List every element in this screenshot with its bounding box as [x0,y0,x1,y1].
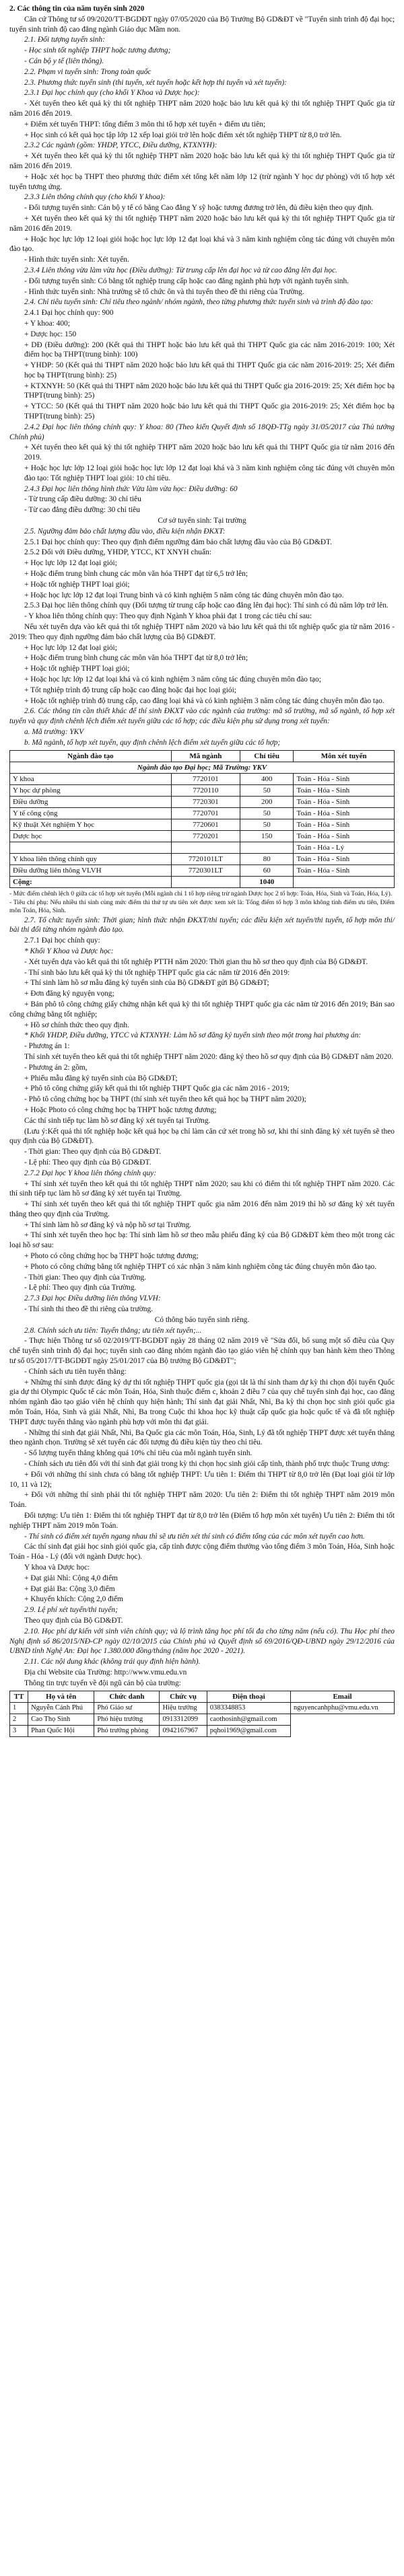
paragraph: + Xét tuyển theo kết quả kỳ thi tốt nghiệp THPT năm 2020 hoặc bảo lưu kết quả kỳ thi tốt nghiệp THPT Quốc gia từ năm 2016 đến 2019. [9,152,395,170]
paragraph: - Phương án 2: gồm, [24,1063,88,1072]
table-row [10,830,395,842]
contact-header-row [10,1691,395,1702]
contact-cell: 3 [10,1725,28,1736]
table-cell: 7720601 [171,819,240,830]
paragraph: + Học sinh có kết quả học tập lớp 12 xếp loại giỏi trở lên hoặc điểm xét tốt nghiệp THPT từ 8,0 trở lên. [24,131,342,139]
contact-col-phone: Điện thoại [207,1691,290,1702]
paragraph: 2.3.4 Liên thông vừa làm vừa học (Điều dưỡng): Từ trung cấp lên đại học và từ cao đẳng lên đại học. [24,266,337,274]
total-value: 1040 [240,876,293,887]
paragraph: 2.3.1 Đại học chính quy (cho khối Y Khoa và Dược học): [24,89,200,98]
paragraph: 2.2. Phạm vi tuyển sinh: Trong toàn quốc [24,67,152,76]
contact-cell: Cao Thọ Sinh [28,1714,94,1725]
paragraph: Căn cứ Thông tư số 09/2020/TT-BGDĐT ngày 07/05/2020 của Bộ Trưởng Bộ GD&ĐT về "Tuyển sinh trình độ đại học; tuyển sinh trình độ cao đẳng ngành Giáo dục Mầm non. [9,15,395,34]
table-cell: 50 [240,807,293,819]
contact-table [9,1691,395,1737]
paragraph: 2.7. Tổ chức tuyển sinh: Thời gian; hình thức nhận ĐKXT/thi tuyển; các điều kiện xét tuyển/thi tuyển, tổ hợp môn thi/ bài thi đối từng nhóm ngành đào tạo. [9,916,395,934]
paragraph: + Hoặc tốt nghiệp trình độ trung cấp, cao đẳng loại khá và có kinh nghiệm 3 năm công tác đúng chuyên môn đào tạo. [24,696,384,705]
paragraph: - Từ trung cấp điều dưỡng: 30 chỉ tiêu [24,495,141,504]
col-code: Mã ngành [171,750,240,762]
table-cell: Toán - Hóa - Sinh [294,784,395,796]
paragraph: 2.4.3 Đại học liên thông hình thức Vừa làm vừa học: Điều dưỡng: 60 [24,484,238,493]
paragraph: + Hoặc điểm trung bình chung các môn văn hóa THPT đạt từ 6,5 trở lên; [24,570,248,579]
contact-table-body [10,1702,395,1736]
paragraph: Các thí sinh đạt giải học sinh giỏi quốc gia, cấp tỉnh được cộng điểm thưởng vào tổng điểm 3 môn Toán, Hóa, Sinh hoặc Toán - Hóa - Lý (đối với ngành Dược học). [9,1543,395,1561]
paragraph: + Xét tuyển theo kết quả kỳ thi tốt nghiệp THPT năm 2020 hoặc bảo lưu kết quả thi THPT Quốc gia từ năm 2016 đến 2019. [24,443,395,462]
quota-table-wrapper [9,750,395,888]
contact-col-name: Họ và tên [28,1691,94,1702]
paragraph: + Những thí sinh được đăng ký dự thi tốt nghiệp THPT quốc gia (gọi tắt là thí sinh tham dự kỳ thi chọn đội tuyển Quốc gia dự thi Olympic Quốc tế các môn Toán, Hóa, Sinh thuộc điểm c, khoản 2 điều 7 của quy chế tuyển sinh đại học, cao đẳng nhóm ngành đào tạo giáo viên hệ chính quy hiện hành; Thí sinh đạt giải Nhất, Nhì, Ba kỳ thi chọn học sinh giỏi quốc gia môn Toán, Hóa, Sinh và giải Nhất, Nhì, Ba trong Cuộc thi khoa học kỹ thuật cấp quốc gia hoặc quốc tế và đã tốt nghiệp THPT được tuyển thẳng vào ngành phù hợp với môn thi đạt giải. [9,1378,395,1426]
table-cell: 7720201 [171,830,240,842]
table-cell: 7720101LT [171,853,240,864]
paragraph: + Khuyến khích: Cộng 2,0 điểm [24,1595,123,1604]
paragraph: + Hoặc học lực lớp 12 đạt loại khá và có kinh nghiệm 3 năm công tác đúng chuyên môn đào tạo; [24,675,321,684]
table-cell [171,842,240,853]
table-cell: 80 [240,853,293,864]
table-row [10,807,395,819]
contact-cell: Hiệu trưởng [160,1702,207,1714]
paragraph: 2.4.1 Đại học chính quy: 900 [24,309,114,318]
note: - Mức điểm chênh lệch 0 giữa các tổ hợp xét tuyển (Mỗi ngành chỉ 1 tổ hợp riêng trừ ngành Dược học 2 tổ hợp: Toán, Hóa, Sinh và Toán, Hóa, Lý). [9,889,393,897]
contact-cell: 0942167967 [160,1725,207,1736]
table-cell: 400 [240,773,293,784]
table-cell: 60 [240,864,293,876]
paragraph: 2.9. Lệ phí xét tuyển/thi tuyển; [24,1606,118,1615]
paragraph: - Thời gian: Theo quy định của Trường. [24,1273,147,1282]
paragraph: Nếu xét tuyển dựa vào kết quả thi tốt nghiệp THPT năm 2020 và bảo lưu kết quả thi tốt nghiệp quốc gia từ năm 2016 - 2019: Theo quy định ngưỡng đảm bảo chất lượng của Bộ GD&ĐT. [9,623,395,641]
table-cell: Toán - Hóa - Sinh [294,864,395,876]
table-cell [10,842,172,853]
table-cell: 50 [240,784,293,796]
paragraph: Địa chỉ Website của Trường: http://www.vmu.edu.vn [24,1668,187,1677]
paragraph: - Những thí sinh đạt giải Nhất, Nhì, Ba Quốc gia các môn Toán, Hóa, Sinh, Lý đã tốt nghiệp THPT được xét tuyển thẳng theo ngành chọn. Trường sẽ xét tuyển các đối tượng đủ điều kiện tùy theo chỉ tiêu. [9,1428,395,1447]
table-cell: Điều dưỡng [10,796,172,807]
paragraph: - Chính sách ưu tiên đối với thí sinh đạt giải trong kỳ thi chọn học sinh giỏi cấp tỉnh, thành phố trực thuộc Trung ương: [24,1460,390,1469]
paragraph: + Photo có công chứng bằng tốt nghiệp THPT có xác nhận 3 năm kinh nghiệm công tác đúng chuyên môn đào tạo. [24,1262,377,1271]
paragraph: Cơ sở tuyển sinh: Tại trường [158,517,246,525]
paragraph: + Hồ sơ chính thức theo quy định. [24,1021,129,1029]
paragraph: + DĐ (Điều dưỡng): 200 (Kết quả thi THPT hoặc bảo lưu kết quả thi THPT Quốc gia các năm 2016-2019: 100; Xét điểm học bạ THPT(trung bình): 100) [24,340,395,359]
paragraph: + Hoặc Photo có công chứng học bạ THPT hoặc tương đương; [24,1105,217,1114]
paragraph: + Học lực lớp 12 đạt loại giỏi; [24,643,117,652]
paragraph: - Thời gian: Theo quy định của Bộ GD&ĐT. [24,1148,162,1156]
table-cell: 200 [240,796,293,807]
paragraph: Có thông báo tuyển sinh riêng. [154,1315,250,1324]
quota-table-body [10,773,395,876]
table-cell: 7720701 [171,807,240,819]
contact-cell: 1 [10,1702,28,1714]
paragraph: + Bản phô tô công chứng giấy chứng nhận kết quả kỳ thi tốt nghiệp THPT quốc gia các năm từ 2016 đến 2019; Bản sao công chứng bằng tốt nghiệp; [9,1000,395,1019]
paragraph: - Chính sách ưu tiên tuyển thẳng: [24,1367,127,1376]
paragraph: - Đối tượng tuyển sinh: Cán bộ y tế có bằng Cao đẳng Y sỹ hoặc tương đương trở lên, đủ điều kiện theo quy định. [24,204,374,213]
paragraph: + Hoặc điểm trung bình chung các môn văn hóa THPT đạt từ 8,0 trở lên; [24,654,248,663]
table-cell: Dược học [10,830,172,842]
contact-cell: nguyencanhphu@vmu.edu.vn [291,1702,395,1714]
contact-cell: Phan Quốc Hội [28,1725,94,1736]
quota-table-header-row [10,750,395,762]
table-notes [9,890,395,915]
table-row [10,796,395,807]
table-cell: Kỹ thuật Xét nghiệm Y học [10,819,172,830]
paragraph: + Phô tô công chứng giấy kết quả thi tốt nghiệp THPT Quốc gia các năm 2016 - 2019; [24,1084,290,1093]
contact-cell: Phó hiệu trưởng [94,1714,160,1725]
col-subjects: Môn xét tuyển [294,750,395,762]
paragraph: + Đạt giải Nhì: Cộng 4,0 điểm [24,1574,118,1582]
quota-table-caption-row [10,762,395,773]
paragraph: + Hoặc học lực lớp 12 đạt loại Trung bình và có kinh nghiệm 5 năm công tác đúng chuyên môn đào tạo. [24,591,344,599]
col-major: Ngành đào tạo [10,750,172,762]
paragraph: - Thực hiện Thông tư số 02/2019/TT-BGDĐT ngày 28 tháng 02 năm 2019 về "Sửa đổi, bổ sung một số điều của Quy chế tuyển sinh trình độ đại học; tuyển sinh cao đẳng nhóm ngành đào tạo giáo viên hệ chính quy ban hành kèm theo Thông tư số 05/2017/TT-BGDĐT ngày 25/01/2017 của Bộ trưởng Bộ GD&ĐT"; [9,1337,395,1366]
paragraph: + Học lực lớp 12 đạt loại giỏi; [24,559,117,568]
paragraph: - Học sinh tốt nghiệp THPT hoặc tương đương; [24,46,171,55]
table-cell: Y tế công cộng [10,807,172,819]
table-cell: 7720301LT [171,864,240,876]
paragraph: 2.5. Ngưỡng đảm bảo chất lượng đầu vào, điều kiện nhận ĐKXT: [24,527,226,536]
table-cell: Điều dưỡng liên thông VLVH [10,864,172,876]
paragraph: - Xét tuyển theo kết quả kỳ thi tốt nghiệp THPT năm 2020 hoặc bảo lưu kết quả kỳ thi tốt nghiệp THPT Quốc gia từ năm 2016 đến 2019. [9,100,395,118]
table-cell: Toán - Hóa - Sinh [294,819,395,830]
paragraph: - Số lượng tuyển thẳng không quá 10% chỉ tiêu của mỗi ngành tuyển sinh. [24,1449,252,1458]
paragraph: 2.3.2 Các ngành (gồm: YHDP, YTCC, Điều dưỡng, KTXNYH): [24,141,217,150]
contact-col-email: Email [291,1691,395,1702]
paragraph: 2.4. Chỉ tiêu tuyển sinh: Chỉ tiêu theo ngành/ nhóm ngành, theo từng phương thức tuyển sinh và trình độ đào tạo: [24,298,374,307]
table-row [10,773,395,784]
contact-cell: Nguyễn Cảnh Phú [28,1702,94,1714]
paragraph: + Thí sinh làm hồ sơ đăng ký và nộp hồ sơ tại Trường. [24,1220,192,1229]
paragraph: - Thí sinh có điểm xét tuyển ngang nhau thì sẽ ưu tiên xét thí sinh có điểm tổng của các môn xét tuyển cao hơn. [24,1532,365,1541]
table-row [10,784,395,796]
paragraph: + Thí sinh xét tuyển theo kết quả thi tốt nghiệp THPT quốc gia năm 2016 đến năm 2019 thì hồ sơ đăng ký xét tuyển thẳng theo quy định của Trường. [9,1200,395,1218]
paragraph: + Thí sinh xét tuyển theo học bạ: Thí sinh làm hồ sơ theo mẫu phiếu đăng ký của Bộ GD&ĐT kèm theo một trong các loại hồ sơ sau: [9,1231,395,1250]
paragraph: 2.7.3 Đại học Điều dưỡng liên thông VLVH: [24,1294,161,1303]
paragraph: - Đối tượng tuyển sinh: Có bằng tốt nghiệp trung cấp hoặc cao đẳng ngành phù hợp với ngành tuyển sinh. [24,277,349,285]
paragraph: - Từ cao đẳng điều dưỡng: 30 chỉ tiêu [24,506,140,515]
paragraph: + Đơn đăng ký nguyện vọng; [24,990,114,998]
paragraph: + KTXNYH: 50 (Kết quả thi THPT năm 2020 hoặc bảo lưu kết quả thi THPT Quốc gia 2016-2019: 25; Xét điểm học bạ THPT(trung bình): 25) [24,381,395,400]
paragraph: Đối tượng: Ưu tiên 1: Điểm thi tốt nghiệp THPT đạt từ 8,0 trở lên (Điểm tổ hợp môn xét tuyển) Ưu tiên 2: Điểm thi tốt nghiệp THPT năm 2019 môn Toán. [9,1512,395,1530]
quota-table-total-row [10,876,395,887]
paragraph: + Đối với những thí sinh chưa có bằng tốt nghiệp THPT: Ưu tiên 1: Điểm thi THPT từ 8,0 trở lên (Đạt loại giỏi từ lớp 10, 11 và 12); [9,1470,395,1489]
paragraph: 2.6. Các thông tin cần thiết khác để thí sinh ĐKXT vào các ngành của trường: mã số trường, mã số ngành, tổ hợp xét tuyển và quy định chênh lệch điểm xét tuyển giữa các tổ hợp; các điều kiện phụ sử dụng trong xét tuyển: [9,707,395,726]
admission-info-section-1 [9,4,395,748]
total-empty-2 [294,876,395,887]
paragraph: 2.7.1 Đại học chính quy: [24,936,100,945]
admission-info-section-2 [9,916,395,1689]
paragraph: + Đạt giải Ba: Cộng 3,0 điểm [24,1584,115,1593]
contact-cell: 0383348853 [207,1702,290,1714]
contact-col-title: Chức danh [94,1691,160,1702]
table-cell: Y khoa [10,773,172,784]
paragraph: + Điểm xét tuyển THPT: tổng điểm 3 môn thi tổ hợp xét tuyển + điểm ưu tiên; [24,120,266,128]
table-cell: 150 [240,830,293,842]
paragraph: + Thí sinh xét tuyển theo kết quả thi tốt nghiệp THPT năm 2020; sau khi có điểm thi tốt nghiệp THPT năm 2020. Các thí sinh tiếp tục làm hồ sơ đăng ký xét tuyển tại Trường. [9,1179,395,1198]
contact-col-tt: TT [10,1691,28,1702]
table-cell [240,842,293,853]
paragraph: * Khối YHDP, Điều dưỡng, YTCC và KTXNYH: Làm hồ sơ đăng ký tuyển sinh theo một trong hai phương án: [24,1031,362,1040]
paragraph: - Thí sinh thi theo đề thi riêng của trường. [24,1305,154,1314]
table-row [10,819,395,830]
paragraph: 2.3.3 Liên thông chính quy (cho khối Y khoa): [24,193,166,202]
paragraph: 2.8. Chính sách ưu tiên: Tuyển thẳng; ưu tiên xét tuyển;... [24,1326,202,1335]
paragraph: + Tốt nghiệp trình độ trung cấp hoặc cao đẳng hoặc đại học loại giỏi; [24,686,236,694]
table-cell: Y khoa liên thông chính quy [10,853,172,864]
paragraph: + YTCC: 50 (Kết quả thi THPT năm 2020 hoặc bảo lưu kết quả thi THPT Quốc gia 2016-2019: 25; Xét điểm học bạ THPT(trung bình): 25) [24,402,395,421]
paragraph: + Đối với những thí sinh phải thi tốt nghiệp THPT năm 2020: Ưu tiên 2: Điểm thi tốt nghiệp THPT năm 2019 môn Toán. [9,1491,395,1510]
contact-col-position: Chức vụ [160,1691,207,1702]
paragraph: + YHDP: 50 (Kết quả thi THPT năm 2020 hoặc bảo lưu kết quả thi THPT Quốc gia các năm 2016-2019: 25; Xét điểm học bạ THPT(trung bình): 25) [24,361,395,379]
paragraph: a. Mã trường: YKV [24,727,84,736]
total-empty [171,876,240,887]
paragraph: 2.4.2 Đại học liên thông chính quy: Y khoa: 80 (Theo kiến Quyết định số 18QĐ-TTg ngày 31/05/2017 của Thủ tướng Chính phủ) [9,422,395,441]
paragraph: - Lệ phí: Theo quy định của Bộ GD&ĐT. [24,1158,152,1167]
paragraph: - Hình thức tuyển sinh: Nhà trường sẽ tổ chức ôn và thi tuyển theo đề thi riêng của Trường. [24,287,304,296]
paragraph: b. Mã ngành, tổ hợp xét tuyển, quy định chênh lệch điểm xét tuyển giữa các tổ hợp; [24,738,281,747]
paragraph: + Thí sinh làm hồ sơ mẫu đăng ký tuyển sinh của Bộ GD&ĐT gửi Bộ GD&ĐT; [24,979,269,988]
contact-row [10,1714,395,1725]
paragraph: 2. Các thông tin của năm tuyển sinh 2020 [9,5,145,13]
quota-table [9,750,395,888]
paragraph: + Dược học: 150 [24,330,77,338]
contact-cell: Phó Giáo sư [94,1702,160,1714]
paragraph: - Y khoa liên thông chính quy: Theo quy định Ngành Y khoa phải đạt 1 trong các tiêu chí sau: [24,612,312,621]
paragraph: - Lệ phí: Theo quy định của Trường. [24,1284,137,1292]
table-cell: 7720101 [171,773,240,784]
paragraph: - Thí sinh bảo lưu kết quả kỳ thi tốt nghiệp THPT quốc gia các năm từ 2016 đến 2019: [24,968,290,977]
contact-row [10,1725,395,1736]
paragraph: + Hoặc tốt nghiệp THPT loại giỏi; [24,665,130,673]
paragraph: 2.10. Học phí dự kiến với sinh viên chính quy; và lộ trình tăng học phí tối đa cho từng năm (nếu có). Thu Học phí theo Nghị định số 86/2015/NĐ-CP ngày 02/10/2015 của Chính phủ và Quyết định số 69/2016/QĐ-UBND ngày 29/12/2016 của UBND tỉnh Nghệ An: Đại học 1.380.000 đồng/tháng (năm học 2020 - 2021). [9,1627,395,1656]
table-row [10,864,395,876]
paragraph: Theo quy định của Bộ GD&ĐT. [24,1616,123,1625]
paragraph: + Hoặc xét học bạ THPT theo phương thức điểm xét tổng kết năm lớp 12 (trừ ngành Y học dự phòng) với tổ hợp xét tuyển tương ứng. [9,172,395,191]
table-cell: Toán - Hóa - Sinh [294,830,395,842]
table-row [10,842,395,853]
table-cell: Toán - Hóa - Sinh [294,807,395,819]
total-label: Cộng: [10,876,172,887]
paragraph: 2.1. Đối tượng tuyển sinh: [24,36,105,44]
paragraph: Các thí sinh tiếp tục làm hồ sơ đăng ký xét tuyển tại Trường. [24,1116,211,1125]
paragraph: + Hoặc học lực lớp 12 loại giỏi hoặc học lực lớp 12 đạt loại khá và 3 năm kinh nghiệm công tác đúng với chuyên môn đào tạo: Tốt nghiệp THPT loại giỏi: 10 chỉ tiêu. [24,464,395,482]
paragraph: 2.11. Các nội dung khác (không trái quy định hiện hành). [24,1658,201,1666]
paragraph: 2.7.2 Đại học Y khoa liên thông chính quy: [24,1169,157,1177]
paragraph: 2.5.2 Đối với Điều dưỡng, YHDP, YTCC, KT XNYH chuẩn: [24,548,211,557]
paragraph: 2.3. Phương thức tuyển sinh (thi tuyển, xét tuyển hoặc kết hợp thi tuyển và xét tuyển): [24,78,287,87]
table-cell: Toán - Hóa - Sinh [294,773,395,784]
paragraph: Thí sinh xét tuyển theo kết quả thi tốt nghiệp THPT năm 2020: đăng ký theo hồ sơ quy định của Bộ GD&ĐT năm 2020. [24,1052,393,1061]
paragraph: Thông tin trực tuyến về đội ngũ cán bộ của trường: [24,1679,181,1687]
paragraph: - Cán bộ y tế (liên thông). [24,57,104,65]
contact-cell: 0913312099 [160,1714,207,1725]
quota-table-caption: Ngành đào tạo Đại học; Mã Trường: YKV [10,762,395,773]
table-cell: 7720301 [171,796,240,807]
contact-cell: 2 [10,1714,28,1725]
contact-cell: pqhoi1969@gmail.com [207,1725,290,1736]
table-row [10,853,395,864]
table-cell: Toán - Hóa - Lý [294,842,395,853]
table-cell: Y học dự phòng [10,784,172,796]
table-cell: 50 [240,819,293,830]
paragraph: + Y khoa: 400; [24,319,70,328]
paragraph: + Xét tuyển theo kết quả kỳ thi tốt nghiệp THPT năm 2020 hoặc bảo lưu kết quả kỳ thi tốt nghiệp THPT Quốc gia từ năm 2016 đến 2019. [9,214,395,233]
paragraph: Y khoa và Dược học: [24,1563,90,1572]
paragraph: + Hoặc tốt nghiệp THPT loại giỏi; [24,580,130,589]
col-quota: Chỉ tiêu [240,750,293,762]
table-cell: Toán - Hóa - Sinh [294,853,395,864]
paragraph: * Khối Y Khoa và Dược học: [24,947,114,955]
paragraph: + Phiếu mẫu đăng ký tuyển sinh của Bộ GD&ĐT; [24,1074,178,1082]
contact-cell: caothosinh@gmail.com [207,1714,290,1725]
paragraph: - Xét tuyển dựa vào kết quả thi tốt nghiệp PTTH năm 2020: Thời gian thu hồ sơ theo quy định của Bộ GD&ĐT. [24,957,368,966]
contact-row [10,1702,395,1714]
paragraph: 2.5.1 Đại học chính quy: Theo quy định điểm ngưỡng đảm bảo chất lượng đầu vào của Bộ GD&ĐT. [24,538,333,546]
table-cell: Toán - Hóa - Sinh [294,796,395,807]
table-cell: 7720110 [171,784,240,796]
paragraph: (Lưu ý:Kết quả thi tốt nghiệp hoặc kết quả học bạ chỉ làm căn cứ xét trong hồ sơ, khi thí sinh đăng ký xét tuyển sẽ theo quy định của Bộ GD&ĐT). [9,1127,395,1146]
paragraph: 2.5.3 Đại học liên thông chính quy (Đối tượng từ trung cấp hoặc cao đẳng lên đại học): Thí sinh có đủ năm lớp trở lên. [24,601,389,610]
contact-cell: Phó trưởng phòng [94,1725,160,1736]
paragraph: + Hoặc học lực lớp 12 loại giỏi hoặc học lực lớp 12 đạt loại khá và 3 năm kinh nghiệm công tác đúng với chuyên môn đào tạo. [9,235,395,254]
note: - Tiêu chí phụ: Nếu nhiều thí sinh cùng mức điểm thì thứ tự ưu tiên xét được xem xét là: Tổng điểm tổ hợp 3 môn không tính điểm ưu tiên, Điểm môn Toán, Hóa, Sinh. [9,898,395,914]
paragraph: + Photo có công chứng học bạ THPT hoặc tương đương; [24,1252,199,1261]
paragraph: - Hình thức tuyển sinh: Xét tuyển. [24,256,129,264]
paragraph: - Phô tô công chứng học bạ THPT (thí sinh xét tuyển theo kết quả học bạ THPT năm 2020); [24,1095,306,1104]
paragraph: - Phương án 1: [24,1042,70,1051]
